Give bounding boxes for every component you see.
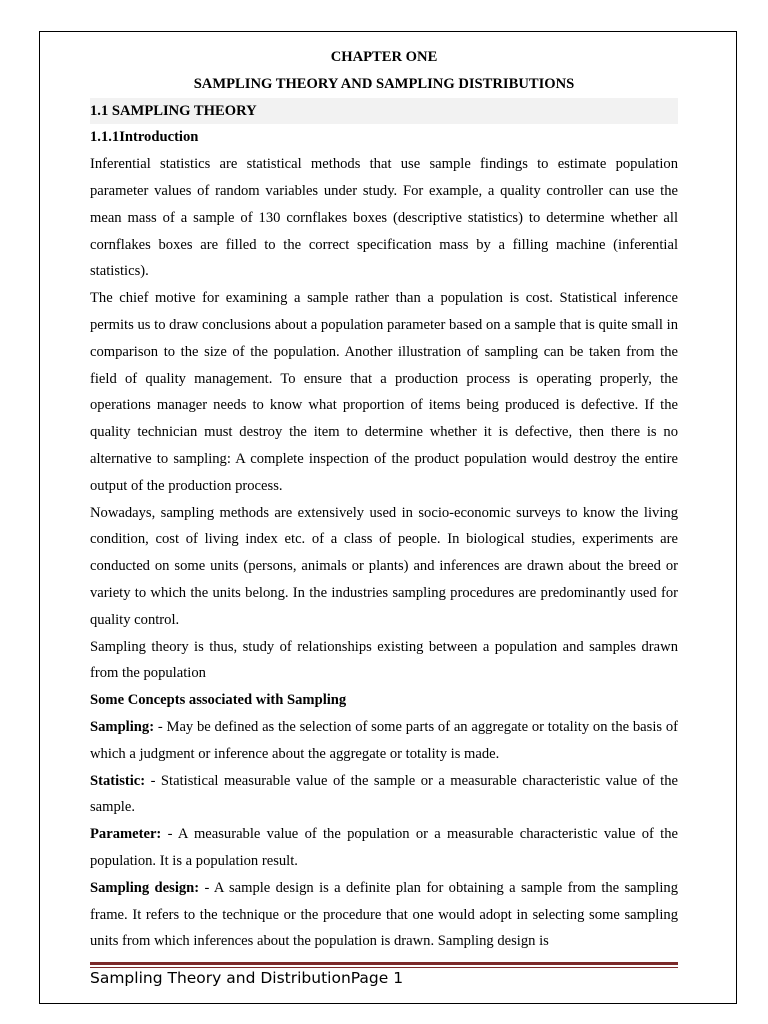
document-body — [90, 44, 678, 955]
definition-term: Sampling: — [90, 718, 155, 735]
section-heading: 1.1 SAMPLING THEORY — [90, 98, 678, 125]
paragraph-1: Inferential statistics are statistical methods that use sample findings to estimate population parameter values of random variables under study. For example, a quality controller can use the mean mass of a sample of 130 cornflakes boxes (descriptive statistics) to determine whether all cornflakes boxes are filled to the correct specification mass by a filling machine (inferential statistics). — [90, 156, 678, 280]
definition-text: - May be defined as the selection of some parts of an aggregate or totality on the basis of which a judgment or inference about the aggregate or totality is made. — [90, 718, 678, 762]
definition-text: - Statistical measurable value of the sample or a measurable characteristic value of the sample. — [90, 772, 678, 816]
definition-term: Sampling design: — [90, 879, 200, 896]
chapter-label: CHAPTER ONE — [330, 49, 438, 65]
chapter-title: SAMPLING THEORY AND SAMPLING DISTRIBUTIONS — [193, 75, 575, 92]
subsection-heading: 1.1.1Introduction — [90, 129, 199, 146]
page-footer: Sampling Theory and DistributionPage 1 — [90, 969, 404, 987]
definition-term: Statistic: — [90, 772, 146, 789]
footer-rule — [90, 962, 678, 965]
concepts-heading: Some Concepts associated with Sampling — [90, 692, 347, 709]
definition-sampling-design — [90, 875, 678, 955]
definition-text: - A sample design is a definite plan for obtaining a sample from the sampling frame. It refers to the technique or the procedure that one would adopt in selecting some sampling units from which inferences about the population is drawn. Sampling design is — [90, 879, 678, 950]
definition-sampling — [90, 714, 678, 768]
definition-term: Parameter: — [90, 826, 162, 843]
paragraph-2: The chief motive for examining a sample rather than a population is cost. Statistical inference permits us to draw conclusions about a population parameter based on a sample that is quite small in comparison to the size of the population. Another illustration of sampling can be taken from the field of quality management. To ensure that a production process is operating properly, the operations manager needs to know what proportion of items being produced is defective. If the quality technician must destroy the item to determine whether it is defective, then there is no alternative to sampling: A complete inspection of the product population would destroy the entire output of the production process. — [90, 290, 678, 494]
paragraph-4: Sampling theory is thus, study of relationships existing between a population and samples drawn from the population — [90, 638, 678, 682]
paragraph-3: Nowadays, sampling methods are extensively used in socio-economic surveys to know the living condition, cost of living index etc. of a class of people. In biological studies, experiments are conducted on some units (persons, animals or plants) and inferences are drawn about the breed or variety to which the units belong. In the industries sampling procedures are predominantly used for quality control. — [90, 504, 678, 628]
definition-statistic — [90, 768, 678, 822]
definition-parameter — [90, 821, 678, 875]
definition-text: - A measurable value of the population or a measurable characteristic value of the population. It is a population result. — [90, 826, 678, 869]
